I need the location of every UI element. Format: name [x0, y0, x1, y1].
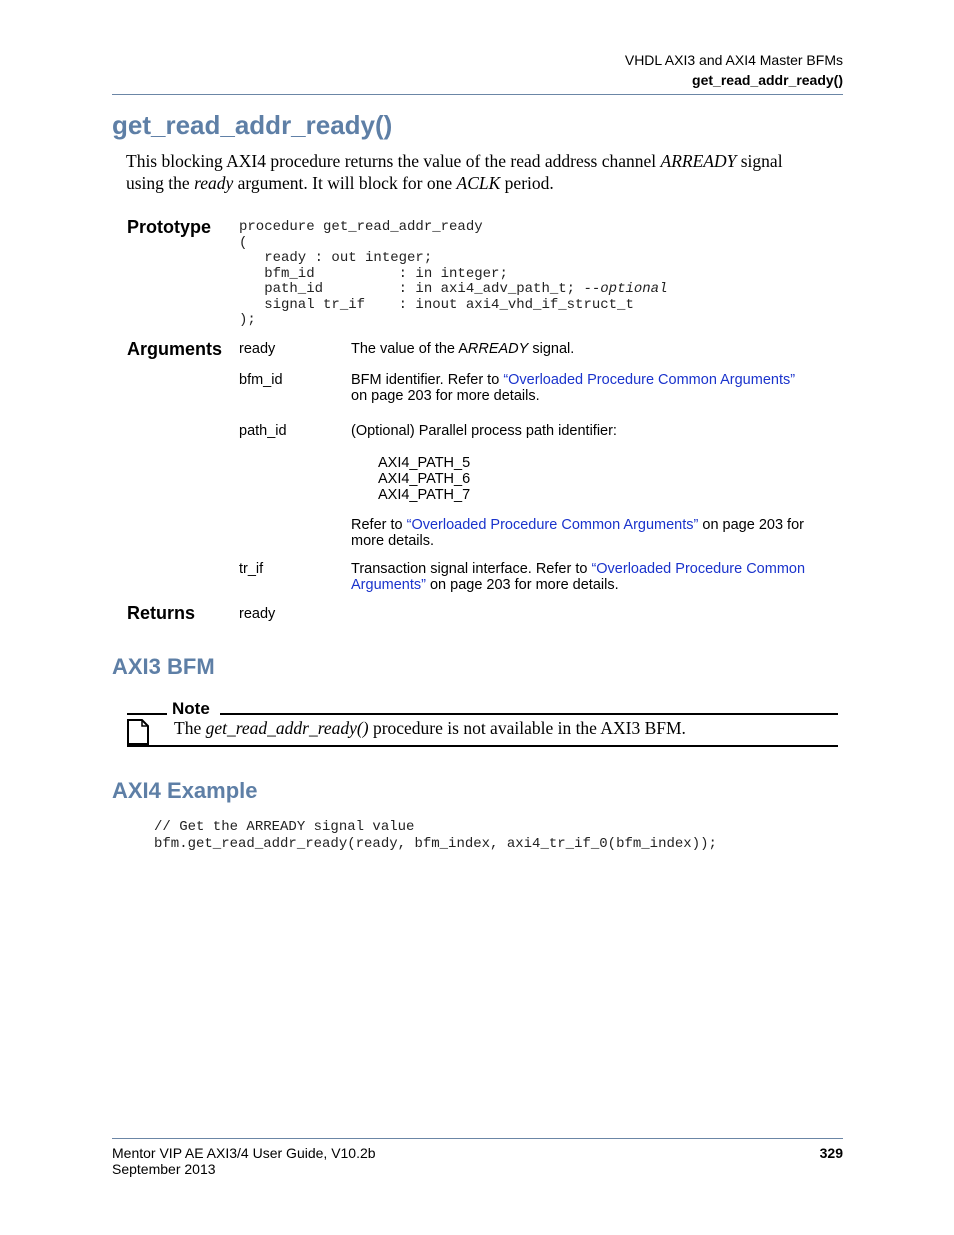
intro-paragraph: This blocking AXI4 procedure returns the value of the read address channel ARREADY signal using the ready argument. It will block for one ACLK period. [126, 151, 783, 193]
arg-name-ready: ready [239, 341, 276, 357]
page-number: 329 [819, 1145, 843, 1161]
arg-name-path-id: path_id [239, 423, 287, 439]
path-id-values [378, 455, 470, 503]
list-item: AXI4_PATH_7 [378, 487, 471, 503]
returns-value: ready [239, 606, 276, 622]
running-header-chapter: VHDL AXI3 and AXI4 Master BFMs [624, 52, 843, 68]
arg-desc-bfm-id: BFM identifier. Refer to “Overloaded Procedure Common Arguments” on page 203 for more details. [351, 372, 796, 404]
page-title: get_read_addr_ready() [112, 110, 393, 140]
arg-desc-path-id: (Optional) Parallel process path identifier: [351, 423, 617, 439]
list-item: AXI4_PATH_6 [378, 471, 471, 487]
arg-desc-ready: The value of the ARREADY signal. [351, 341, 575, 357]
path-id-refer: Refer to “Overloaded Procedure Common Arguments” on page 203 for more details. [351, 517, 804, 549]
arg-desc-tr-if: Transaction signal interface. Refer to “Overloaded Procedure Common Arguments” on page 203 for more details. [351, 561, 806, 593]
link-overloaded-args-3b[interactable]: Arguments” [351, 577, 426, 593]
header-rule [112, 94, 843, 95]
footer-guide: Mentor VIP AE AXI3/4 User Guide, V10.2b [112, 1145, 376, 1161]
list-item: AXI4_PATH_5 [378, 455, 471, 471]
note-top-rule-right [220, 713, 838, 715]
axi3-heading: AXI3 BFM [112, 654, 215, 679]
arguments-label: Arguments [127, 339, 223, 359]
returns-label: Returns [127, 603, 196, 623]
note-bottom-rule [127, 745, 838, 747]
footer-date: September 2013 [112, 1161, 216, 1177]
axi4-example-code: // Get the ARREADY signal value bfm.get_read_addr_ready(ready, bfm_index, axi4_tr_if_0(bfm_index)); [154, 819, 717, 852]
prototype-code: procedure get_read_addr_ready ( ready : out integer; bfm_id : in integer; path_id : in axi4_adv_path_t; --optional signal tr_if : inout axi4_vhd_if_struct_t ); [239, 219, 668, 328]
note-top-rule-left [127, 713, 167, 715]
arg-name-tr-if: tr_if [239, 561, 264, 577]
axi4-example-heading: AXI4 Example [112, 778, 258, 803]
running-header-section: get_read_addr_ready() [692, 72, 843, 88]
note-document-icon [127, 719, 149, 745]
link-overloaded-args-1[interactable]: “Overloaded Procedure Common Arguments” [503, 372, 796, 388]
prototype-label: Prototype [127, 217, 212, 237]
footer-rule [112, 1138, 843, 1139]
link-overloaded-args-3[interactable]: “Overloaded Procedure Common [591, 561, 806, 577]
note-text: The get_read_addr_ready() procedure is not available in the AXI3 BFM. [174, 718, 686, 738]
note-label: Note [172, 699, 210, 718]
link-overloaded-args-2[interactable]: “Overloaded Procedure Common Arguments” [406, 517, 699, 533]
arg-name-bfm-id: bfm_id [239, 372, 283, 388]
